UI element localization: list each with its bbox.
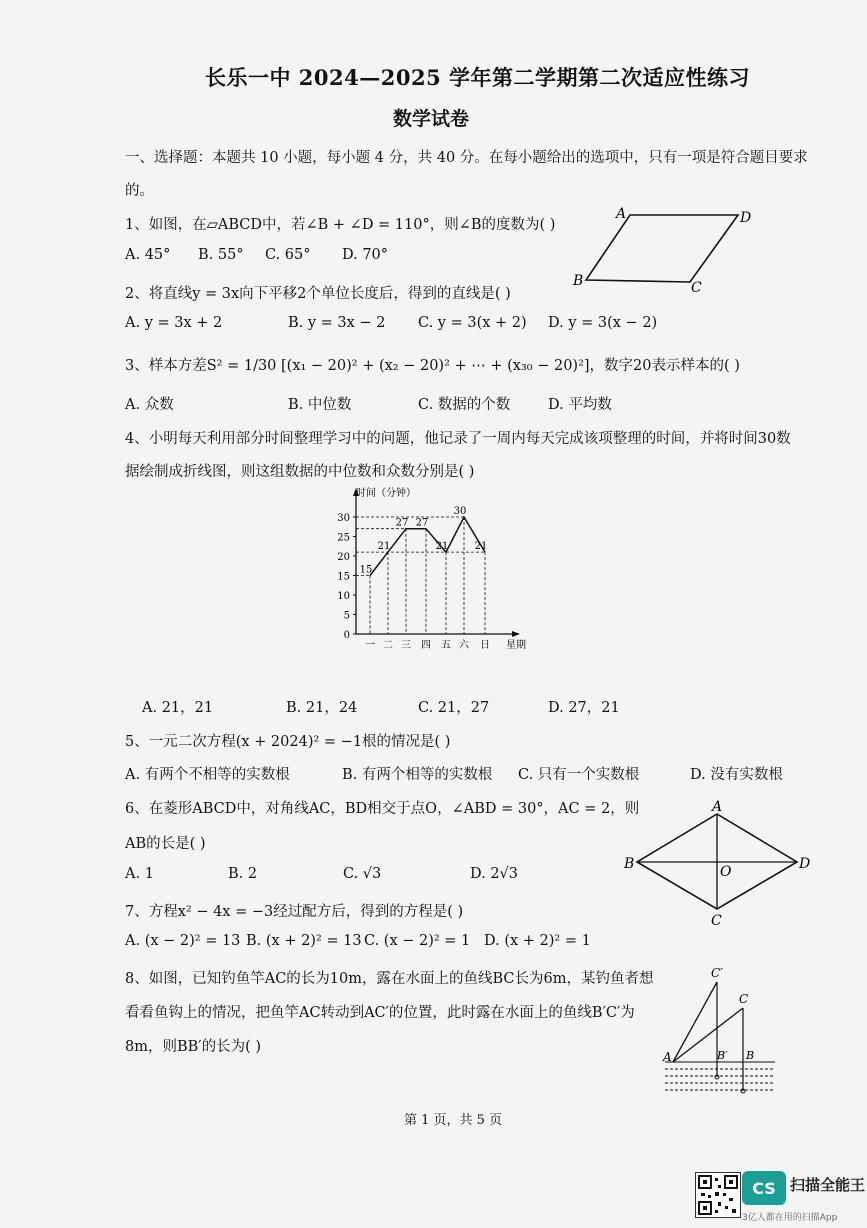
q6-option-a: A. 1 bbox=[125, 866, 154, 882]
q2-stem: 2、将直线y = 3x向下平移2个单位长度后，得到的直线是( ) bbox=[125, 286, 511, 302]
data-label: 30 bbox=[453, 506, 467, 517]
q7-option-a: A. (x − 2)² = 13 bbox=[125, 933, 241, 949]
q1-parallelogram-figure bbox=[570, 202, 760, 297]
label-o: O bbox=[720, 864, 732, 880]
q8-line3: 8m，则BB′的长为( ) bbox=[125, 1039, 262, 1055]
q4-option-a: A. 21，21 bbox=[142, 700, 214, 716]
q4-option-b: B. 21，24 bbox=[286, 700, 358, 716]
scanner-app-tagline: 3亿人都在用的扫描App bbox=[742, 1213, 838, 1223]
q3-stem: 3、样本方差S² = 1/30 [(x₁ − 20)² + (x₂ − 20)² + ⋯ + (x₃₀ − 20)²]，数字20表示样本的( ) bbox=[125, 358, 740, 374]
y-axis-label: 时间（分钟） bbox=[356, 488, 416, 499]
x-tick-label: 一 bbox=[365, 640, 375, 651]
label-c: C bbox=[711, 913, 722, 929]
x-tick-label: 三 bbox=[401, 640, 411, 651]
x-tick-label: 二 bbox=[383, 640, 393, 651]
q4-line1: 4、小明每天利用部分时间整理学习中的问题，他记录了一周内每天完成该项整理的时间，并将时间30数 bbox=[125, 431, 791, 447]
q5-option-d: D. 没有实数根 bbox=[690, 767, 783, 783]
label-c-prime: C′ bbox=[711, 966, 723, 980]
q3-option-b: B. 中位数 bbox=[288, 397, 352, 413]
exam-title: 长乐一中 2024—2025 学年第二学期第二次适应性练习 bbox=[205, 65, 751, 90]
y-tick-label: 0 bbox=[343, 630, 350, 641]
q7-stem: 7、方程x² − 4x = −3经过配方后，得到的方程是( ) bbox=[125, 904, 464, 920]
q4-option-d: D. 27，21 bbox=[548, 700, 620, 716]
y-tick-label: 15 bbox=[337, 571, 350, 583]
q1-option-b: B. 55° bbox=[198, 247, 244, 263]
y-tick-label: 20 bbox=[337, 552, 350, 563]
q2-option-a: A. y = 3x + 2 bbox=[125, 315, 223, 331]
section-instruction-line1: 一、选择题：本题共 10 小题，每小题 4 分，共 40 分。在每小题给出的选项中，只有一项是符合题目要求 bbox=[125, 150, 808, 166]
q6-line1: 6、在菱形ABCD中，对角线AC，BD相交于点O，∠ABD = 30°，AC = 2，则 bbox=[125, 801, 640, 817]
q6-rhombus-figure bbox=[622, 797, 817, 932]
q8-fishing-rod-figure bbox=[655, 965, 785, 1100]
label-b-prime: B′ bbox=[717, 1049, 728, 1062]
q8-line1: 8、如图，已知钓鱼竿AC的长为10m，露在水面上的鱼线BC长为6m，某钓鱼者想 bbox=[125, 971, 654, 987]
data-label: 21 bbox=[377, 541, 391, 553]
q3-option-c: C. 数据的个数 bbox=[418, 397, 511, 413]
label-a: A bbox=[712, 799, 723, 815]
label-b: B bbox=[573, 273, 584, 289]
q7-option-c: C. (x − 2)² = 1 bbox=[364, 933, 471, 949]
data-label: 21 bbox=[435, 541, 449, 553]
q4-line-chart bbox=[330, 484, 535, 660]
q1-option-a: A. 45° bbox=[125, 247, 171, 263]
q7-option-b: B. (x + 2)² = 13 bbox=[246, 933, 362, 949]
q1-stem: 1、如图，在▱ABCD中，若∠B + ∠D = 110°，则∠B的度数为( ) bbox=[125, 217, 556, 233]
label-a: A bbox=[616, 206, 627, 222]
q3-option-d: D. 平均数 bbox=[548, 397, 612, 413]
rod-ac bbox=[673, 1008, 743, 1062]
q6-option-c: C. √3 bbox=[343, 866, 382, 882]
q4-option-c: C. 21，27 bbox=[418, 700, 490, 716]
page-number: 第 1 页，共 5 页 bbox=[404, 1113, 503, 1128]
scanner-logo-icon: CS bbox=[742, 1171, 786, 1205]
x-tick-label: 五 bbox=[441, 640, 451, 651]
qr-code-icon bbox=[695, 1172, 741, 1218]
label-c: C bbox=[739, 992, 749, 1006]
q3-option-a: A. 众数 bbox=[125, 397, 174, 413]
label-d: D bbox=[799, 856, 811, 872]
q2-option-c: C. y = 3(x + 2) bbox=[418, 315, 527, 331]
y-tick-label: 10 bbox=[337, 591, 350, 602]
data-label: 15 bbox=[359, 564, 373, 576]
label-a: A bbox=[663, 1050, 672, 1064]
x-axis-arrow-icon bbox=[512, 631, 520, 637]
q6-option-b: B. 2 bbox=[228, 866, 258, 882]
q4-line2: 据绘制成折线图，则这组数据的中位数和众数分别是( ) bbox=[125, 464, 475, 480]
data-label: 27 bbox=[395, 517, 409, 529]
q1-option-c: C. 65° bbox=[265, 247, 311, 263]
exam-subtitle: 数学试卷 bbox=[393, 108, 470, 130]
q2-option-b: B. y = 3x − 2 bbox=[288, 315, 386, 331]
label-d: D bbox=[740, 210, 752, 226]
data-label: 27 bbox=[415, 517, 429, 529]
q7-option-d: D. (x + 2)² = 1 bbox=[484, 933, 591, 949]
q5-option-b: B. 有两个相等的实数根 bbox=[342, 767, 493, 783]
section-instruction-line2: 的。 bbox=[125, 183, 154, 199]
q5-option-c: C. 只有一个实数根 bbox=[518, 767, 640, 783]
q2-option-d: D. y = 3(x − 2) bbox=[548, 315, 658, 331]
q8-line2: 看看鱼钩上的情况，把鱼竿AC转动到AC′的位置，此时露在水面上的鱼线B′C′为 bbox=[125, 1005, 635, 1021]
label-b: B bbox=[746, 1049, 755, 1062]
q5-stem: 5、一元二次方程(x + 2024)² = −1根的情况是( ) bbox=[125, 734, 451, 750]
q6-option-d: D. 2√3 bbox=[470, 866, 519, 882]
data-label: 21 bbox=[474, 541, 488, 553]
scanner-app-name: 扫描全能王 bbox=[790, 1176, 866, 1194]
q6-line2: AB的长是( ) bbox=[125, 836, 206, 852]
rod-ac-prime bbox=[673, 982, 717, 1062]
x-axis-label: 星期 bbox=[506, 640, 526, 651]
parallelogram-abcd bbox=[586, 215, 738, 282]
q5-option-a: A. 有两个不相等的实数根 bbox=[125, 767, 290, 783]
y-tick-label: 25 bbox=[337, 532, 350, 544]
label-b: B bbox=[624, 856, 635, 872]
x-tick-label: 四 bbox=[421, 640, 431, 651]
y-tick-label: 5 bbox=[343, 610, 350, 622]
x-tick-label: 六 bbox=[459, 640, 469, 651]
y-tick-label: 30 bbox=[337, 513, 350, 524]
label-c: C bbox=[691, 280, 702, 296]
q1-option-d: D. 70° bbox=[342, 247, 389, 263]
x-tick-label: 日 bbox=[480, 640, 490, 651]
